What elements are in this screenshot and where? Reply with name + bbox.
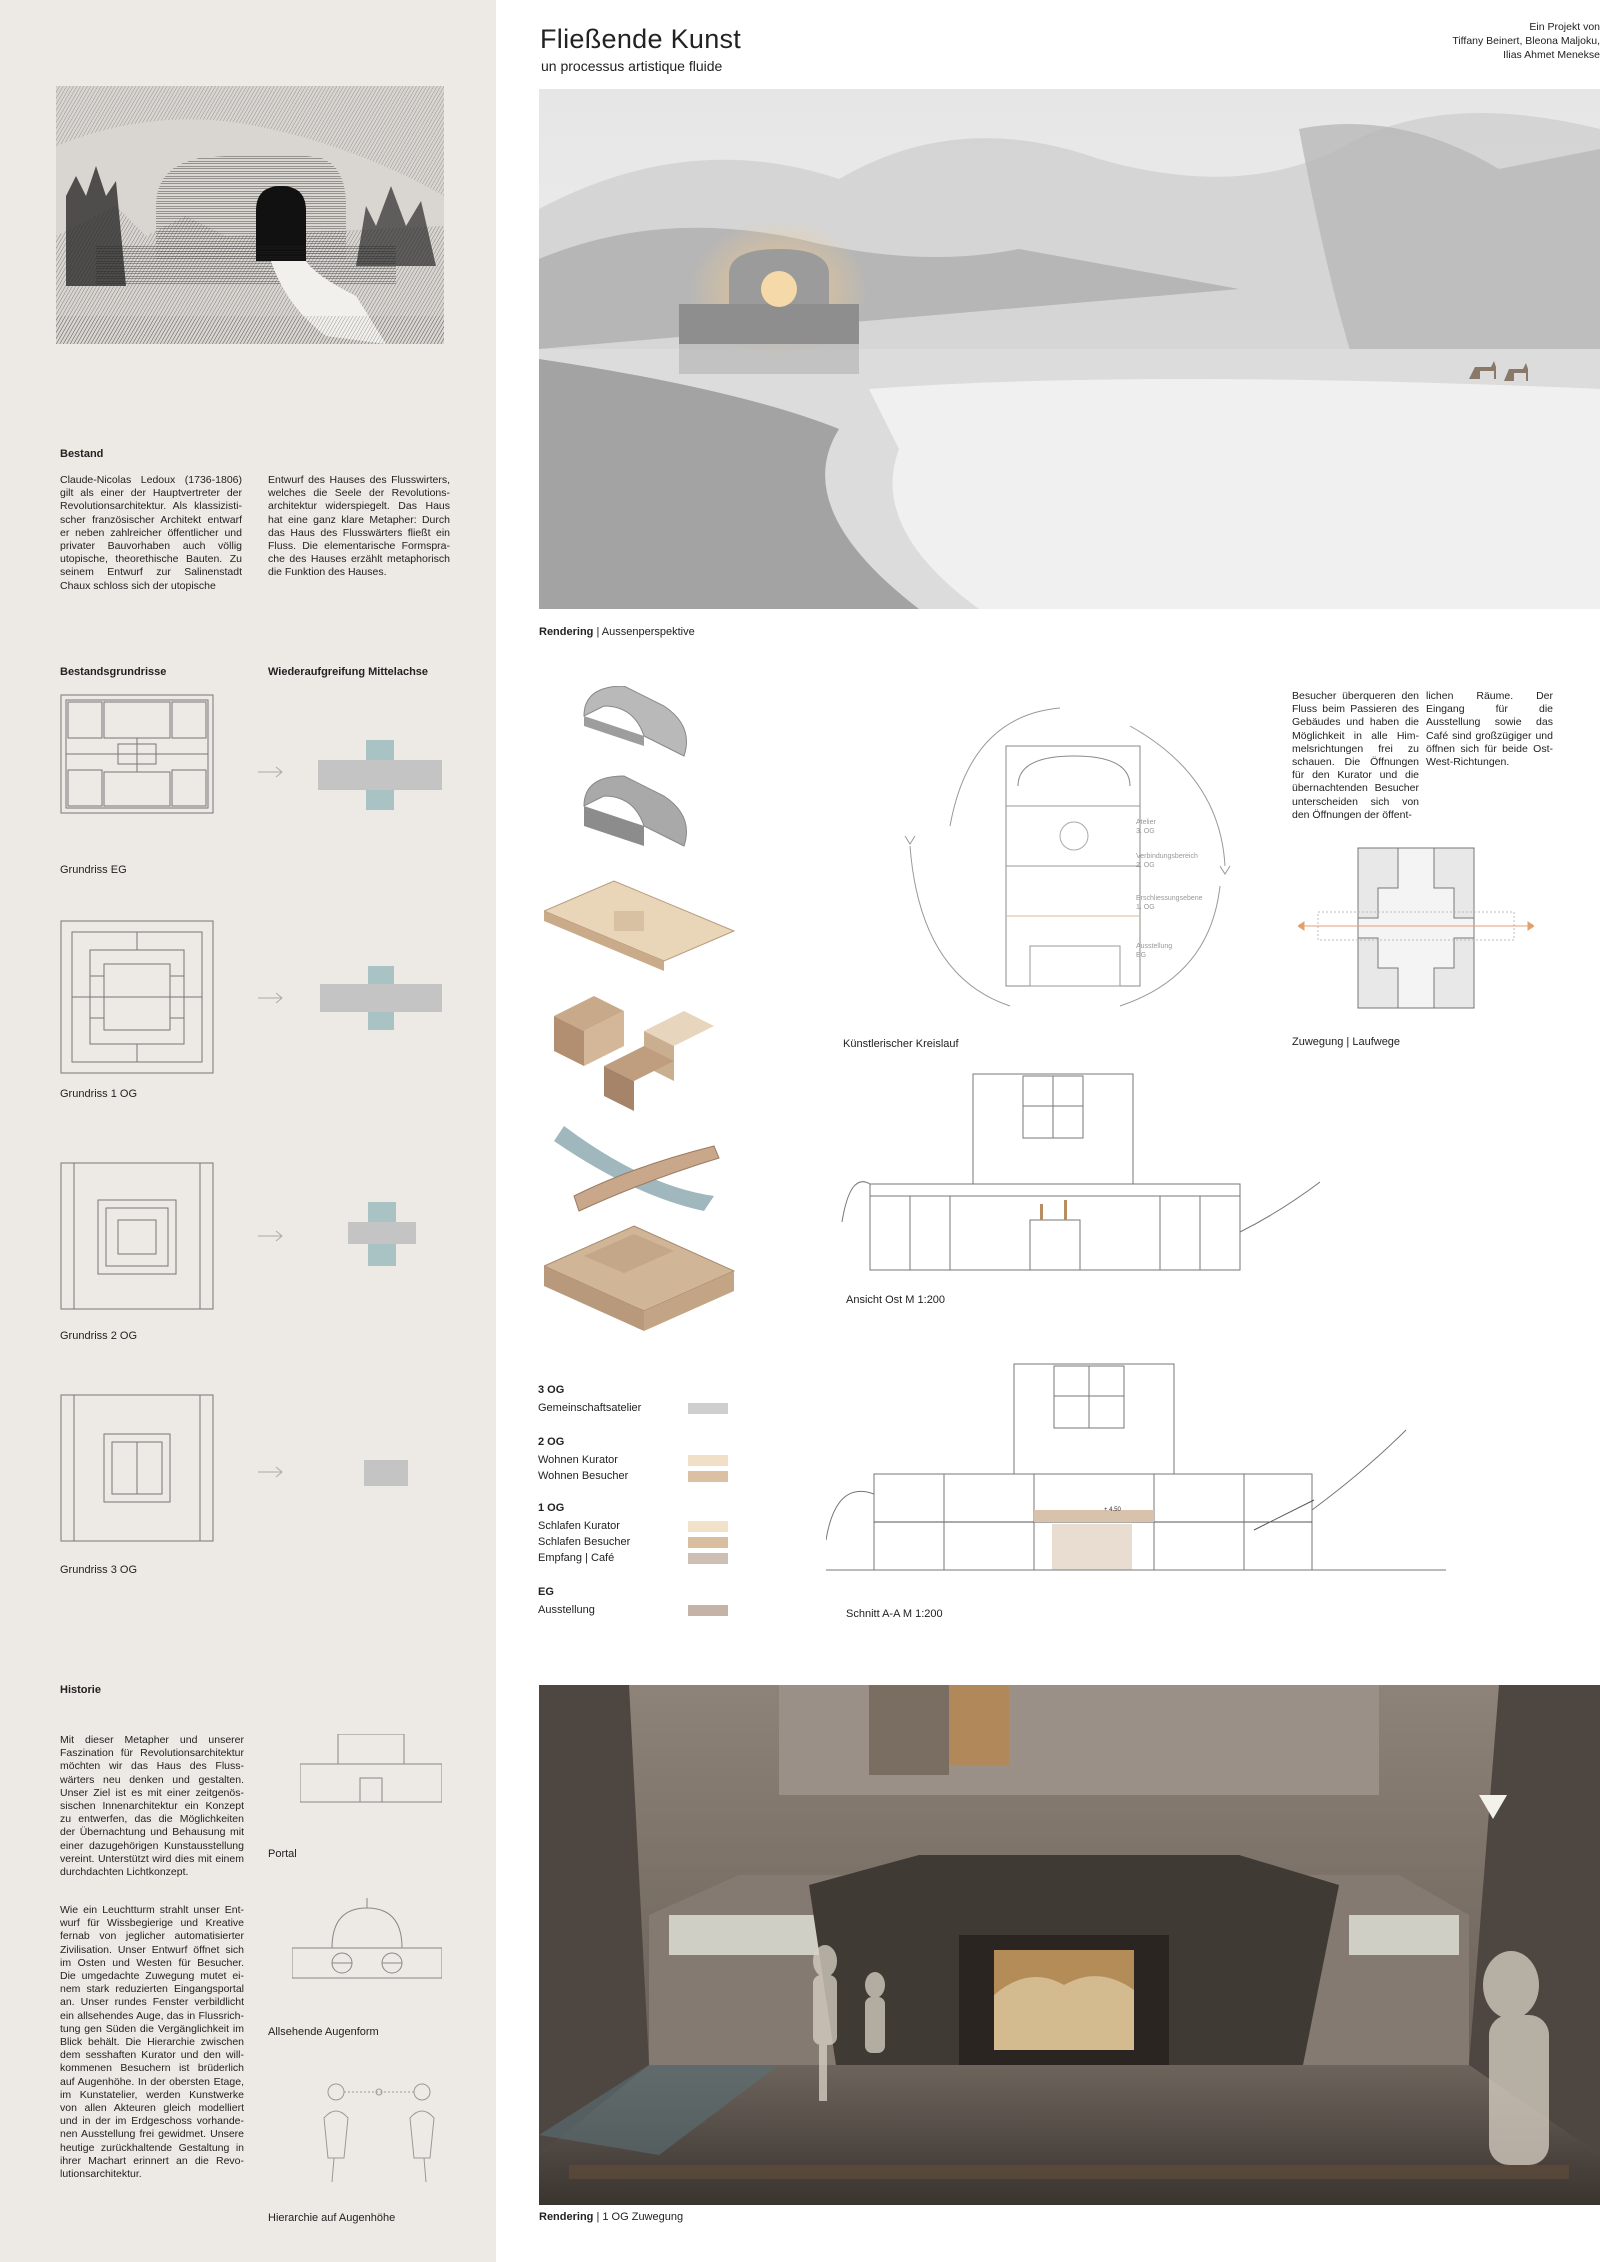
kreislauf-label: 3. OG [1136, 828, 1155, 835]
credits-line: Ein Projekt von [1529, 21, 1600, 33]
legend-item-label: Schlafen Besucher [538, 1536, 631, 1548]
legend-item-label: Ausstellung [538, 1604, 595, 1616]
credits-line: Ilias Ahmet Menekse [1503, 49, 1600, 61]
kreislauf-label: Atelier [1136, 819, 1156, 826]
portal-label: Portal [268, 1848, 297, 1860]
plan-3og-label: Grundriss 3 OG [60, 1564, 138, 1576]
zuwegung-caption: Zuwegung | Laufwege [1292, 1036, 1401, 1048]
kreislauf-label: 2. OG [1136, 862, 1155, 869]
exploded-axonometry-drawing [544, 686, 744, 1336]
legend-swatch [688, 1471, 728, 1482]
legend-swatch [688, 1553, 728, 1564]
legend-item-label: Wohnen Besucher [538, 1470, 629, 1482]
portal-sketch [300, 1734, 442, 1804]
bestand-text-col1: Claude-Nicolas Ledoux (1736-1806) gilt als einer der Hauptvertreter der Revolutionsarchitektur. Als klassizistischer französischer Architekt entwarf er neben zahlreicher öffentlicher und privater Bauvorhaben auch völlig utopische, theorethische Bauten. Zu seinem Entwurf zur Salinenstadt Chaux schloss sich der utopische [60, 474, 242, 592]
historical-engraving-image [56, 86, 444, 344]
schnitt-level-label: + 4.50 [1104, 1507, 1121, 1513]
kreislauf-label: EG [1136, 952, 1147, 959]
legend-item-label: Empfang | Café [538, 1552, 615, 1564]
rendering2-caption [539, 2211, 683, 2223]
legend-swatch [688, 1403, 728, 1414]
mittelachse-heading: Wiederaufgreifung Mittelachse [268, 666, 429, 678]
bestand-heading: Bestand [60, 448, 104, 460]
caption-bold: Rendering [539, 2211, 594, 2223]
legend-item-label: Gemeinschaftsatelier [538, 1402, 642, 1414]
exterior-rendering-image [539, 89, 1600, 609]
legend-swatch [688, 1521, 728, 1532]
hierarchy-sketch [314, 2078, 444, 2188]
axis-diagram-eg [318, 740, 442, 810]
ansicht-ost-drawing [840, 1072, 1320, 1272]
kreislauf-caption: Künstlerischer Kreislauf [843, 1038, 959, 1050]
hierarchy-label: Hierarchie auf Augenhöhe [268, 2212, 396, 2224]
schnitt-drawing [826, 1360, 1446, 1572]
rendering1-caption [539, 626, 695, 638]
kreislauf-label: Ausstellung [1136, 943, 1173, 950]
legend-swatch [688, 1605, 728, 1616]
page-subtitle: un processus artistique fluide [541, 58, 723, 74]
caption-rest: | Aussenperspektive [593, 626, 695, 638]
axis-diagram-2og [348, 1202, 416, 1266]
axis-diagram-1og [320, 966, 442, 1030]
historie-text-p1: Mit dieser Metapher und unserer Faszination für Revolutionsarchitektur möchten wir das Haus des Flusswärters neu denken und gestalten. Unser Ziel ist es mit einer zeitgenössischen Innenarchitektur ein Konzept zu entwerfen, das die Möglichkeiten der Übernachtung und Behausung mit einer dazugehörigen Kunstausstellung vereint. Unterstützt wird dies mit einem durchdachten Lichtkonzept. [60, 1734, 244, 1879]
arrow-icon [258, 992, 284, 1004]
axis-diagram-3og [364, 1460, 408, 1486]
plan-2og-label: Grundriss 2 OG [60, 1330, 138, 1342]
kreislauf-labels [1136, 818, 1203, 960]
legend-item-label: Wohnen Kurator [538, 1454, 618, 1466]
description-col2: lichen Räume. Der Eingang für die Ausstellung sowie das Café sind großzügiger und öffnen sich für beide Ost-West-Richtungen. [1426, 690, 1553, 769]
legend-swatch [688, 1537, 728, 1548]
legend [538, 1384, 738, 1624]
credits [1340, 20, 1600, 62]
historie-heading: Historie [60, 1684, 101, 1696]
legend-floor-heading: 3 OG [538, 1384, 565, 1396]
eye-form-label: Allsehende Augenform [268, 2026, 379, 2038]
interior-rendering-image [539, 1685, 1600, 2205]
kreislauf-label: Erschliessungsebene [1136, 895, 1203, 902]
ansicht-ost-caption: Ansicht Ost M 1:200 [846, 1294, 946, 1306]
page-title: Fließende Kunst [540, 24, 742, 54]
legend-floor-heading: EG [538, 1586, 554, 1598]
plan-1og-label: Grundriss 1 OG [60, 1088, 138, 1100]
plan-1og-drawing [60, 920, 214, 1074]
historie-text-p2: Wie ein Leuchtturm strahlt unser Entwurf für Wissbegierige und Kreative fernab von jeglicher automatisierter Zivilisation. Unser Entwurf öffnet sich im Osten und Westen für Besucher. Die umgedachte Zuwegung mutet einem stark reduzierten Eingangsportal an. Unser rundes Fenster verbildlicht ein allsehendes Auge, das in Flussrichtung gen Süden die Vergänglichkeit im Blick behält. Die Hierarchie zwischen dem sesshaften Kurator und den willkommenen Besuchern ist brüderlich auf Augenhöhe. In der obersten Etage, im Kunstatelier, werden Kunstwerke von allen Akteuren gleich modelliert und in der im Erdgeschoss vorhandenen Ausstellung frei gewidmet. Unsere heutige zurückhaltende Gestaltung in ihrer Machart erinnert an die Revolutionsarchitektur. [60, 1904, 244, 2181]
zuwegung-diagram [1298, 836, 1534, 1016]
credits-line: Tiffany Beinert, Bleona Maljoku, [1452, 35, 1600, 47]
arrow-icon [258, 766, 278, 778]
plan-eg-drawing [60, 694, 214, 814]
eye-form-sketch [292, 1898, 442, 1984]
legend-floor-heading: 1 OG [538, 1502, 565, 1514]
legend-swatch [688, 1455, 728, 1466]
legend-item-label: Schlafen Kurator [538, 1520, 620, 1532]
bestandsgrundrisse-heading: Bestandsgrundrisse [60, 666, 167, 678]
bestand-text-col2: Entwurf des Hauses des Flusswirters, welches die Seele der Revolutionsarchitektur widerspiegelt. Das Haus hat eine ganz klare Metapher: Durch das Haus des Flusswärters fließt ein Fluss. Die elementarische Formsprache des Hauses erzählt metaphorisch die Funktion des Hauses. [268, 474, 450, 579]
arrow-icon [258, 1230, 284, 1242]
legend-floor-heading: 2 OG [538, 1436, 565, 1448]
schnitt-caption: Schnitt A-A M 1:200 [846, 1608, 943, 1620]
description-col1: Besucher überqueren den Fluss beim Passieren des Gebäudes und haben die Möglichkeit in alle Himmelsrichtungen frei zu schauen. Die Öffnungen für den Kurator und die übernachtenden Besucher unterscheiden sich von den Öffnungen der öffent- [1292, 690, 1419, 821]
plan-3og-drawing [60, 1394, 214, 1542]
kreislauf-label: Verbindungsbereich [1136, 853, 1198, 860]
caption-bold: Rendering [539, 626, 594, 638]
kreislauf-label: 1. OG [1136, 904, 1155, 911]
arrow-icon [258, 1466, 284, 1478]
plan-eg-label: Grundriss EG [60, 864, 127, 876]
plan-2og-drawing [60, 1162, 214, 1310]
caption-rest: | 1 OG Zuwegung [593, 2211, 684, 2223]
